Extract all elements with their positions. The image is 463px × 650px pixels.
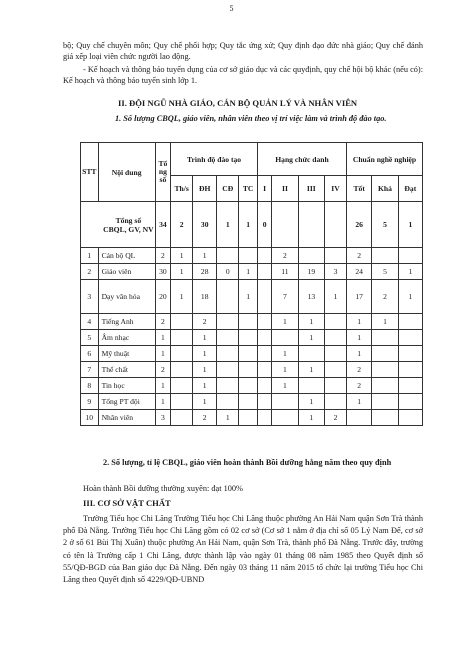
table-cell — [398, 394, 422, 410]
table-cell: 10 — [81, 410, 99, 426]
table-cell: 5 — [372, 202, 398, 248]
table-cell — [171, 330, 193, 346]
section-2-heading: II. ĐỘI NGŨ NHÀ GIÁO, CÁN BỘ QUẢN LÝ VÀ NHÂN VIÊN — [118, 98, 358, 108]
table-cell: 7 — [81, 362, 99, 378]
table-cell — [272, 330, 298, 346]
table-cell: 1 — [398, 202, 422, 248]
table-cell — [217, 248, 239, 264]
table-cell: 1 — [298, 410, 324, 426]
table-row — [81, 248, 423, 264]
table-cell — [239, 378, 258, 394]
row-label: Tổng PT đội — [98, 394, 155, 410]
header-dat: Đạt — [398, 176, 422, 202]
table-cell: 5 — [81, 330, 99, 346]
table-cell — [372, 346, 398, 362]
header-hang-ii: II — [272, 176, 298, 202]
table-cell: 2 — [347, 248, 372, 264]
table-cell: 1 — [217, 202, 239, 248]
table-cell — [217, 330, 239, 346]
table-cell: 2 — [193, 314, 217, 330]
table-cell: 1 — [372, 314, 398, 330]
table-cell — [372, 248, 398, 264]
table-cell — [239, 394, 258, 410]
intro-paragraph-2: - Kế hoạch và thông báo tuyển dụng của cơ sở giáo dục và các quyđịnh, quy chế hội bộ khác (nếu có): Kế hoạch và thông báo tuyển sinh lớp 1. — [63, 65, 423, 86]
table-cell: 5 — [372, 264, 398, 280]
table-cell: 2 — [347, 362, 372, 378]
row-label: Cán bộ QL — [98, 248, 155, 264]
table-cell: 1 — [347, 394, 372, 410]
row-label: Giáo viên — [98, 264, 155, 280]
table-row — [81, 394, 423, 410]
section-2-2-text: Hoàn thành Bồi dưỡng thường xuyên: đạt 100% — [83, 484, 243, 493]
table-cell: 11 — [272, 264, 298, 280]
row-label: Âm nhạc — [98, 330, 155, 346]
table-cell — [398, 378, 422, 394]
table-cell: 1 — [171, 248, 193, 264]
row-label: Tiếng Anh — [98, 314, 155, 330]
table-cell — [372, 330, 398, 346]
header-stt: STT — [81, 143, 99, 202]
table-cell — [217, 280, 239, 314]
header-hang-chuc-danh: Hạng chức danh — [257, 143, 346, 176]
table-cell — [217, 378, 239, 394]
header-dh: ĐH — [193, 176, 217, 202]
table-cell: 2 — [155, 362, 170, 378]
table-cell — [272, 394, 298, 410]
table-cell — [217, 362, 239, 378]
table-cell — [372, 378, 398, 394]
table-cell: 1 — [272, 362, 298, 378]
table-row — [81, 264, 423, 280]
table-cell: 9 — [81, 394, 99, 410]
table-cell — [257, 280, 271, 314]
total-label: Tổng số CBQL, GV, NV — [81, 202, 156, 248]
table-cell: 2 — [171, 202, 193, 248]
table-cell: 1 — [239, 202, 258, 248]
table-cell: 20 — [155, 280, 170, 314]
table-cell — [257, 378, 271, 394]
table-cell: 0 — [257, 202, 271, 248]
table-cell — [257, 264, 271, 280]
table-cell — [372, 362, 398, 378]
table-cell: 1 — [193, 378, 217, 394]
table-cell — [171, 394, 193, 410]
table-cell: 1 — [298, 314, 324, 330]
table-cell — [217, 394, 239, 410]
header-cd: CĐ — [217, 176, 239, 202]
table-cell: 1 — [347, 346, 372, 362]
table-cell — [239, 314, 258, 330]
table-cell: 1 — [155, 394, 170, 410]
intro-paragraph-1: bộ; Quy chế chuyên môn; Quy chế phối hợp; Quy tắc ứng xử; Quy định đạo đức nhà giáo; Quy chế đánh giá xếp loại viên chức người lao động. — [63, 41, 423, 62]
table-cell — [398, 314, 422, 330]
table-cell — [398, 362, 422, 378]
table-cell: 1 — [155, 346, 170, 362]
table-cell — [325, 346, 347, 362]
table-cell — [217, 346, 239, 362]
table-cell: 1 — [347, 314, 372, 330]
table-row-total — [81, 202, 423, 248]
table-cell — [398, 248, 422, 264]
header-tot: Tốt — [347, 176, 372, 202]
table-cell: 1 — [217, 410, 239, 426]
table-cell — [257, 346, 271, 362]
table-cell: 2 — [372, 280, 398, 314]
table-cell: 1 — [155, 330, 170, 346]
row-label: Thể chất — [98, 362, 155, 378]
header-chuan-nghe: Chuẩn nghề nghiệp — [347, 143, 423, 176]
table-cell: 1 — [272, 314, 298, 330]
table-cell: 17 — [347, 280, 372, 314]
table-cell — [325, 330, 347, 346]
header-noi-dung: Nội dung — [98, 143, 155, 202]
table-cell: 2 — [325, 410, 347, 426]
table-cell — [325, 394, 347, 410]
table-cell: 1 — [298, 362, 324, 378]
table-cell — [398, 330, 422, 346]
table-cell — [272, 202, 298, 248]
table-cell — [398, 346, 422, 362]
table-cell: 1 — [239, 280, 258, 314]
section-3-text: Trường Tiểu học Chi Lăng Trường Tiểu học Chi Lăng thuộc phường An Hải Nam quận Sơn Trà thành phố Đà Nẵng. Trường Tiểu học Chi Lăng gồm có 02 cơ sở (Cơ sở 1 nằm ở địa chỉ số 05 Lý Nam Đế, cơ sở 2 ở số 61 Bùi Thị Xuân) thuộc phường An Hải Nam, quận Sơn Trà, thành phố Đà Nẵng. Trước đây, trường có tên là Trường cấp 1 Chi Lăng, được thành lập vào ngày 01 tháng 08 năm 1985 theo Quyết định số 55/QĐ-BGD của Ban giáo dục Đà Nẵng. Đến ngày 03 tháng 11 năm 2015 tổ chức lại trường Tiểu học Chi Lăng theo Quyết định số 4229/QĐ-UBND — [63, 514, 423, 585]
table-cell: 30 — [193, 202, 217, 248]
table-cell — [171, 410, 193, 426]
table-row — [81, 410, 423, 426]
table-cell: 1 — [193, 330, 217, 346]
table-cell — [257, 314, 271, 330]
table-cell — [325, 378, 347, 394]
section-3-heading: III. CƠ SỞ VẬT CHẤT — [83, 498, 171, 508]
table-cell — [171, 378, 193, 394]
table-cell: 1 — [81, 248, 99, 264]
table-cell — [171, 314, 193, 330]
table-cell: 1 — [347, 330, 372, 346]
table-cell: 1 — [272, 378, 298, 394]
table-cell: 1 — [193, 346, 217, 362]
table-body — [81, 248, 423, 426]
table-row — [81, 314, 423, 330]
table-cell: 3 — [155, 410, 170, 426]
table-cell — [325, 314, 347, 330]
header-hang-iv: IV — [325, 176, 347, 202]
table-cell — [325, 362, 347, 378]
table-cell: 1 — [298, 394, 324, 410]
table-cell: 2 — [193, 410, 217, 426]
table-row — [81, 378, 423, 394]
table-cell: 1 — [298, 330, 324, 346]
table-cell: 1 — [239, 264, 258, 280]
table-cell: 3 — [325, 264, 347, 280]
table-cell: 1 — [193, 362, 217, 378]
staff-table — [80, 142, 423, 426]
table-cell: 2 — [155, 314, 170, 330]
table-cell — [239, 330, 258, 346]
table-cell — [372, 394, 398, 410]
table-cell: 30 — [155, 264, 170, 280]
table-cell — [257, 362, 271, 378]
table-cell — [239, 410, 258, 426]
section-2-subheading: 1. Số lượng CBQL, giáo viên, nhân viên theo vị trí việc làm và trình độ đào tạo. — [115, 114, 387, 123]
table-cell: 8 — [81, 378, 99, 394]
table-cell: 2 — [155, 248, 170, 264]
table-cell — [257, 394, 271, 410]
table-cell: 2 — [81, 264, 99, 280]
table-cell — [298, 202, 324, 248]
table-cell: 4 — [81, 314, 99, 330]
table-cell: 1 — [193, 394, 217, 410]
table-cell: 1 — [398, 280, 422, 314]
table-cell: 2 — [347, 378, 372, 394]
table-row — [81, 346, 423, 362]
page-number: 5 — [229, 4, 234, 13]
table-cell — [398, 410, 422, 426]
table-cell: 1 — [171, 280, 193, 314]
table-cell — [171, 362, 193, 378]
table-cell — [325, 248, 347, 264]
table-cell: 24 — [347, 264, 372, 280]
table-cell — [298, 378, 324, 394]
header-tc: TC — [239, 176, 258, 202]
table-cell — [298, 346, 324, 362]
header-hang-i: I — [257, 176, 271, 202]
table-cell: 34 — [155, 202, 170, 248]
table-cell — [347, 410, 372, 426]
row-label: Mỹ thuật — [98, 346, 155, 362]
row-label: Nhân viên — [98, 410, 155, 426]
table-cell: 19 — [298, 264, 324, 280]
table-cell: 7 — [272, 280, 298, 314]
table-cell: 1 — [193, 248, 217, 264]
table-row — [81, 280, 423, 314]
table-cell — [171, 346, 193, 362]
table-cell — [257, 248, 271, 264]
table-cell: 1 — [325, 280, 347, 314]
table-cell — [257, 410, 271, 426]
table-row — [81, 362, 423, 378]
table-cell: 1 — [272, 346, 298, 362]
table-cell: 13 — [298, 280, 324, 314]
table-row — [81, 330, 423, 346]
table-cell: 26 — [347, 202, 372, 248]
table-cell — [272, 410, 298, 426]
table-cell: 1 — [398, 264, 422, 280]
table-cell — [239, 248, 258, 264]
table-cell — [325, 202, 347, 248]
table-cell: 0 — [217, 264, 239, 280]
table-cell — [239, 362, 258, 378]
table-cell — [239, 346, 258, 362]
header-trinh-do: Trình độ đào tạo — [171, 143, 258, 176]
table-cell — [217, 314, 239, 330]
header-ths: Th/s — [171, 176, 193, 202]
row-label: Dạy văn hóa — [98, 280, 155, 314]
row-label: Tin học — [98, 378, 155, 394]
table-cell — [257, 330, 271, 346]
table-cell: 1 — [171, 264, 193, 280]
header-kha: Khá — [372, 176, 398, 202]
table-cell: 1 — [155, 378, 170, 394]
table-cell — [298, 248, 324, 264]
table-cell: 18 — [193, 280, 217, 314]
table-cell: 2 — [272, 248, 298, 264]
header-tong-so: Tổng số — [155, 143, 170, 202]
header-hang-iii: III — [298, 176, 324, 202]
table-cell — [372, 410, 398, 426]
table-cell: 6 — [81, 346, 99, 362]
table-cell: 3 — [81, 280, 99, 314]
table-cell: 28 — [193, 264, 217, 280]
section-2-2-subheading: 2. Số lượng, tỉ lệ CBQL, giáo viên hoàn thành Bồi dưỡng hằng năm theo quy định — [103, 458, 392, 467]
